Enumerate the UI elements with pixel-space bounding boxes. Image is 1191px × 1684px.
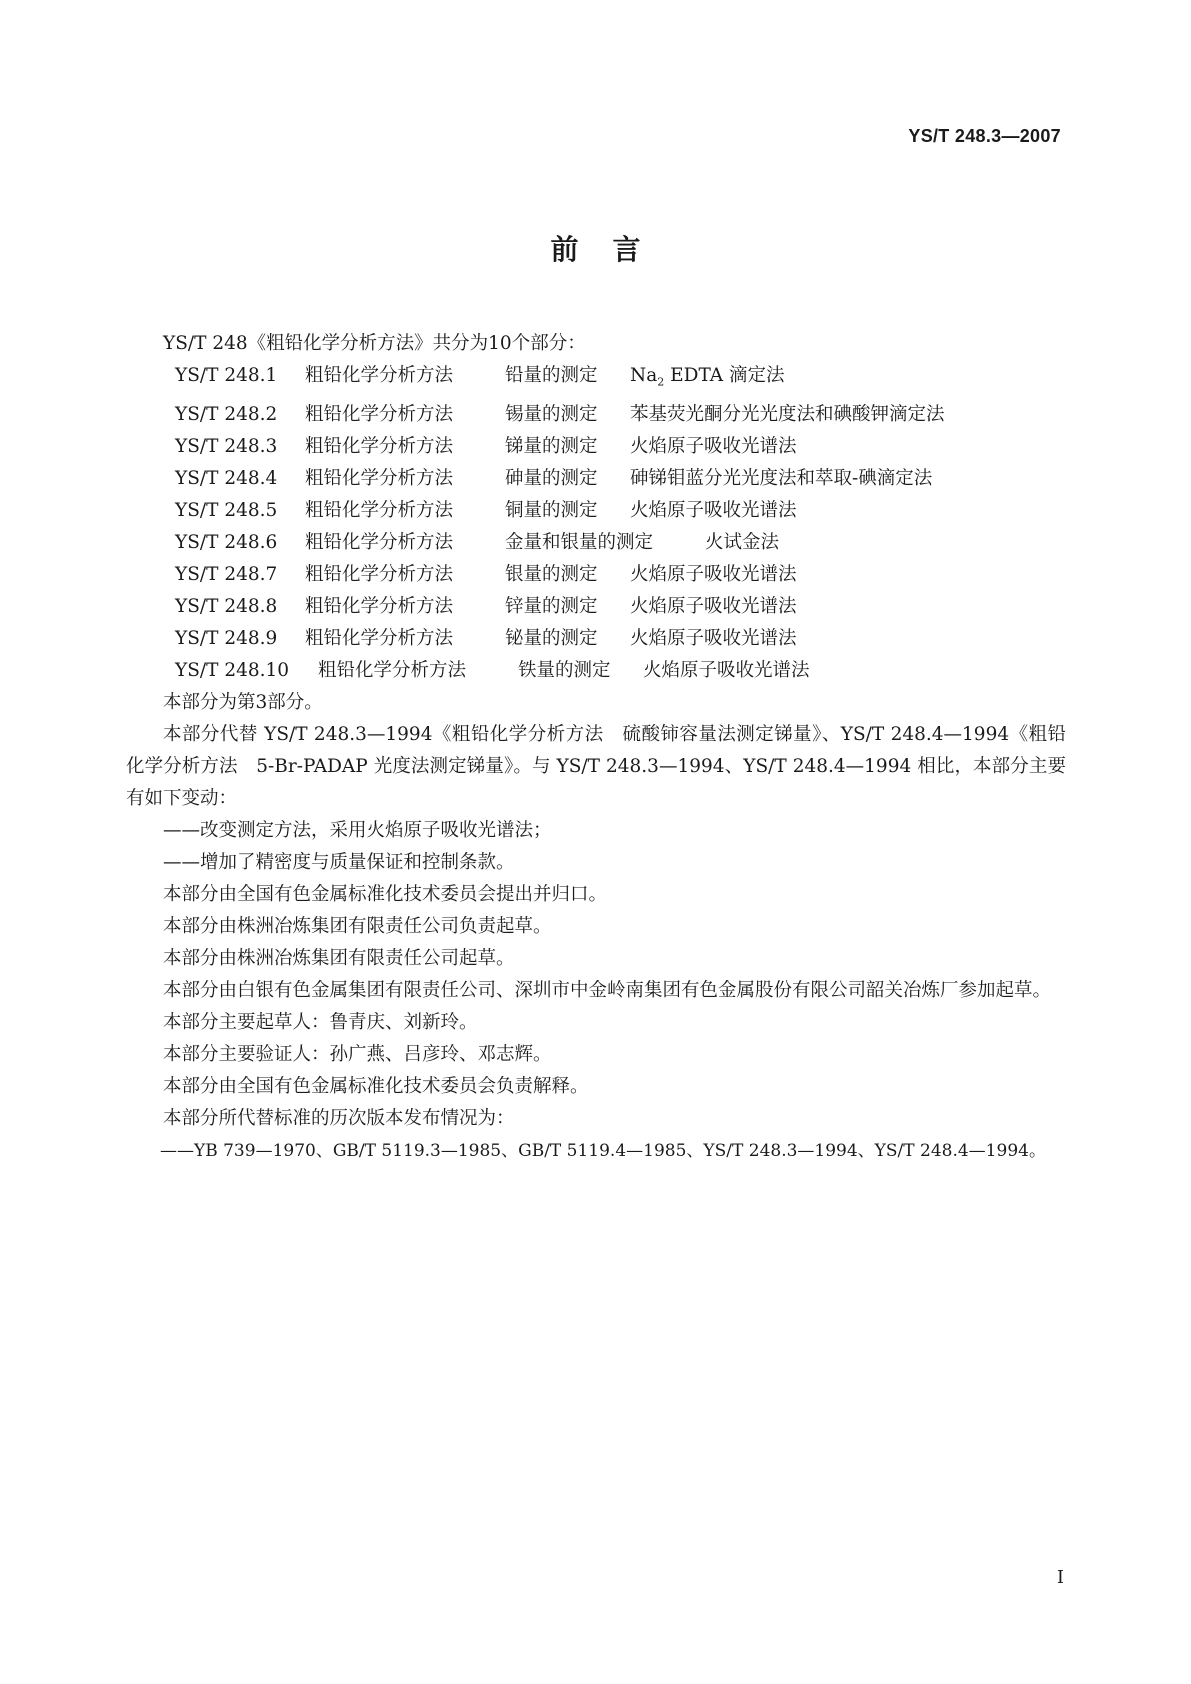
- part-subject: 粗铅化学分析方法: [305, 365, 454, 386]
- part-method: 火焰原子吸收光谱法: [643, 659, 810, 681]
- list-item: [126, 463, 1066, 495]
- part-method: 砷锑钼蓝分光光度法和萃取-碘滴定法: [630, 467, 933, 489]
- main-drafters-paragraph: 本部分主要起草人：鲁青庆、刘新玲。: [163, 1011, 478, 1033]
- drafted-paragraph: 本部分由株洲冶炼集团有限责任公司起草。: [163, 947, 515, 969]
- part-item: 铋量的测定: [505, 627, 598, 649]
- list-item: [126, 655, 1066, 687]
- part-code: YS/T 248.3: [175, 435, 278, 457]
- part-subject: 粗铅化学分析方法: [305, 531, 454, 553]
- part-method: 火焰原子吸收光谱法: [630, 563, 797, 585]
- part-subject: 粗铅化学分析方法: [305, 403, 454, 425]
- part-method: 火焰原子吸收光谱法: [630, 435, 797, 457]
- page-number: I: [1056, 1567, 1064, 1588]
- list-item: [126, 495, 1066, 527]
- verifiers-paragraph: 本部分主要验证人：孙广燕、吕彦玲、邓志辉。: [163, 1043, 552, 1065]
- intro-paragraph: YS/T 248《粗铅化学分析方法》共分为10个部分：: [163, 333, 586, 354]
- list-item: [126, 559, 1066, 591]
- part-method: 火焰原子吸收光谱法: [630, 627, 797, 649]
- proposed-paragraph: 本部分由全国有色金属标准化技术委员会提出并归口。: [163, 883, 608, 905]
- interpretation-paragraph: 本部分由全国有色金属标准化技术委员会负责解释。: [163, 1075, 589, 1097]
- part-code: YS/T 248.10: [175, 659, 290, 681]
- part-subject: 粗铅化学分析方法: [305, 595, 454, 617]
- part-code: YS/T 248.4: [175, 467, 278, 489]
- history-intro-paragraph: 本部分所代替标准的历次版本发布情况为：: [163, 1107, 515, 1129]
- part-item: 金量和银量的测定: [505, 531, 654, 553]
- part-method: $Na_2$ EDTA 滴定法: [630, 365, 785, 389]
- list-item: [126, 399, 1066, 431]
- part-method: 火试金法: [705, 531, 780, 553]
- part-subject: 粗铅化学分析方法: [305, 563, 454, 585]
- replaces-paragraph: 本部分代替 YS/T 248.3—1994《粗铅化学分析方法 硫酸铈容量法测定锑量》、YS/T 248.4—1994《粗铅化学分析方法 5-Br-PADAP 光度法测定锑量》。与 YS/T 248.3—1994、YS/T 248.4—1994 相比，本部分主要有如下变动：: [126, 723, 1066, 809]
- list-item: [126, 431, 1066, 463]
- list-item: [126, 623, 1066, 655]
- this-part-paragraph: 本部分为第3部分。: [163, 691, 323, 713]
- part-item: 银量的测定: [505, 563, 598, 585]
- part-code: YS/T 248.1: [175, 365, 278, 386]
- list-item: [126, 591, 1066, 623]
- standard-code: YS/T 248.3—2007: [908, 126, 1061, 146]
- part-item: 铁量的测定: [518, 659, 611, 681]
- part-method: 苯基荧光酮分光光度法和碘酸钾滴定法: [630, 403, 945, 425]
- list-item: [126, 527, 1066, 559]
- change-item-2: ——增加了精密度与质量保证和控制条款。: [163, 851, 515, 873]
- part-method: 火焰原子吸收光谱法: [630, 595, 797, 617]
- page-title: 前言: [550, 233, 675, 266]
- part-subject: 粗铅化学分析方法: [305, 467, 454, 489]
- part-code: YS/T 248.6: [175, 531, 278, 553]
- part-code: YS/T 248.7: [175, 563, 278, 585]
- list-item: [126, 360, 1066, 399]
- part-method: 火焰原子吸收光谱法: [630, 499, 797, 521]
- history-list-paragraph: ——YB 739—1970、GB/T 5119.3—1985、GB/T 5119.4—1985、YS/T 248.3—1994、YS/T 248.4—1994。: [160, 1140, 1046, 1161]
- part-item: 铜量的测定: [505, 499, 598, 521]
- responsible-drafting-paragraph: 本部分由株洲冶炼集团有限责任公司负责起草。: [163, 915, 552, 937]
- part-code: YS/T 248.9: [175, 627, 278, 649]
- part-subject: 粗铅化学分析方法: [305, 499, 454, 521]
- part-subject: 粗铅化学分析方法: [305, 435, 454, 457]
- part-subject: 粗铅化学分析方法: [318, 659, 467, 681]
- part-item: 锡量的测定: [505, 403, 598, 425]
- part-subject: 粗铅化学分析方法: [305, 627, 454, 649]
- document-body: [126, 328, 1066, 1167]
- participants-paragraph: 本部分由白银有色金属集团有限责任公司、深圳市中金岭南集团有色金属股份有限公司韶关冶炼厂参加起草。: [163, 979, 1052, 1001]
- part-item: 锌量的测定: [505, 595, 598, 617]
- part-code: YS/T 248.5: [175, 499, 278, 521]
- change-item-1: ——改变测定方法，采用火焰原子吸收光谱法；: [163, 819, 552, 841]
- part-code: YS/T 248.2: [175, 403, 278, 425]
- part-code: YS/T 248.8: [175, 595, 278, 617]
- part-item: 锑量的测定: [505, 435, 598, 457]
- part-item: 砷量的测定: [505, 467, 598, 489]
- part-item: 铅量的测定: [505, 365, 598, 386]
